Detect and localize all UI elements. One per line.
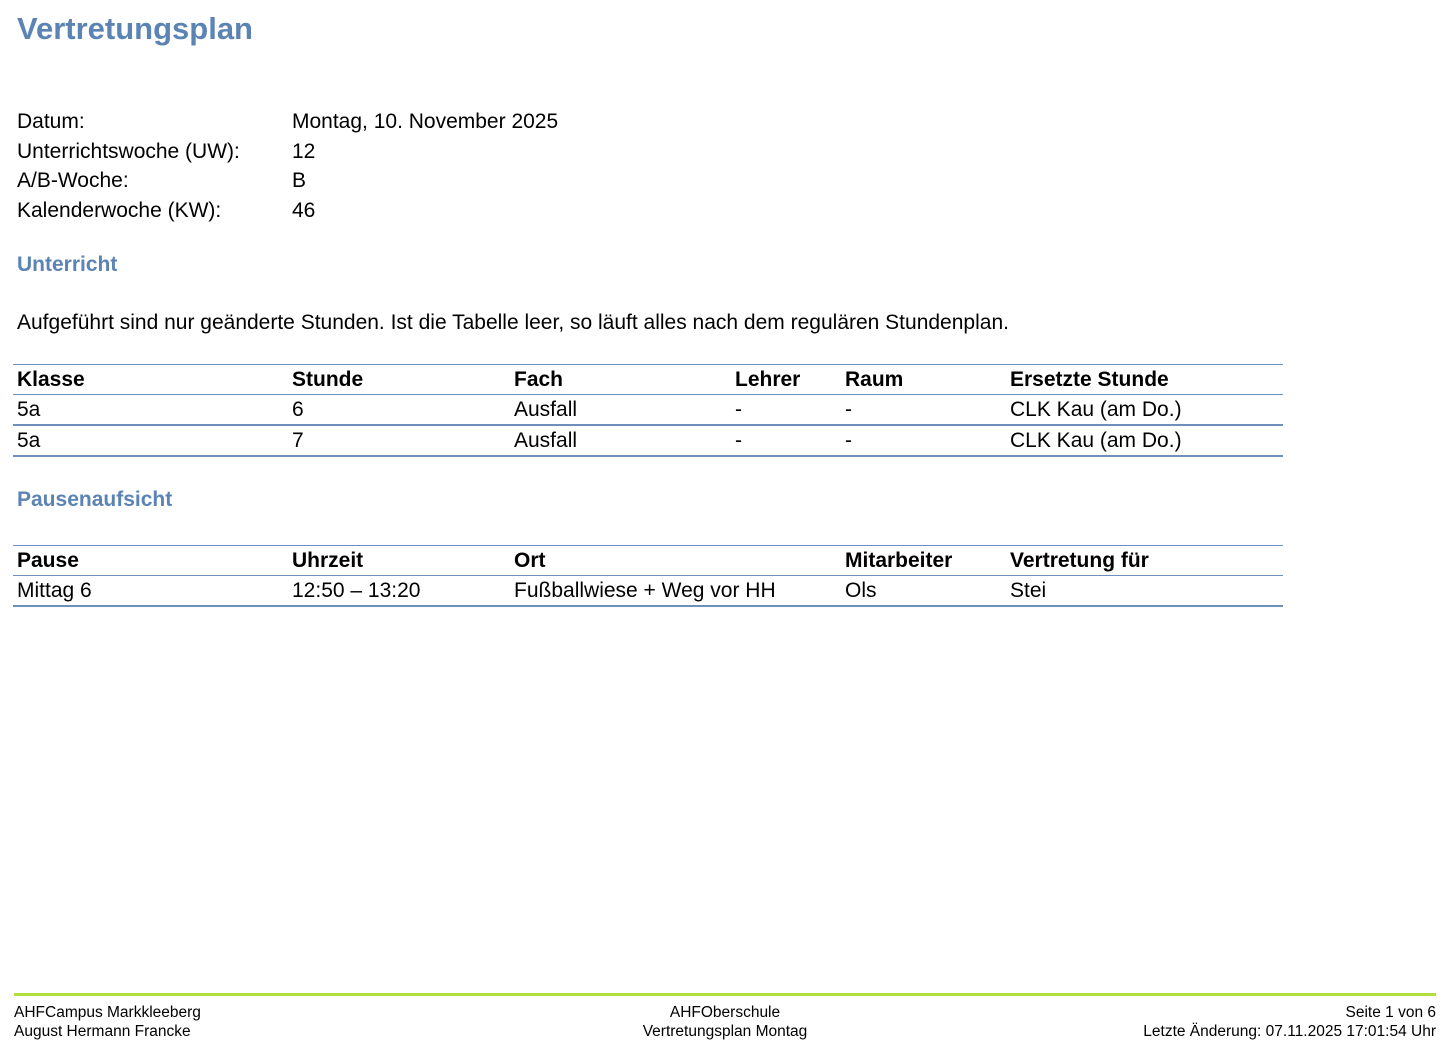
cell-klasse: 5a	[17, 429, 41, 452]
section-heading-unterricht: Unterricht	[17, 253, 118, 276]
column-header-vertretung-fuer: Vertretung für	[1010, 549, 1149, 572]
column-header-klasse: Klasse	[17, 368, 85, 391]
cell-uhrzeit: 12:50 – 13:20	[292, 579, 421, 602]
cell-klasse: 5a	[17, 398, 41, 421]
footer-page-number: Seite 1 von 6	[1345, 1004, 1436, 1021]
footer-campus-name: AHFCampus Markkleeberg	[14, 1004, 201, 1021]
table-row	[13, 425, 1283, 456]
pausenaufsicht-table	[13, 545, 1283, 607]
column-header-ort: Ort	[514, 549, 546, 572]
footer-left	[14, 1003, 488, 1041]
document-page	[0, 12, 1450, 1055]
table-row	[13, 576, 1283, 607]
footer-school-name: AHFOberschule	[669, 1004, 781, 1021]
table-row	[13, 395, 1283, 426]
column-header-mitarbeiter: Mitarbeiter	[845, 549, 953, 572]
meta-label-datum: Datum:	[17, 110, 85, 133]
column-header-uhrzeit: Uhrzeit	[292, 549, 364, 572]
cell-raum: -	[845, 429, 852, 452]
meta-label-kalenderwoche: Kalenderwoche (KW):	[17, 198, 222, 222]
footer-center	[488, 1003, 962, 1041]
document-meta	[17, 107, 1450, 225]
cell-stunde: 6	[292, 398, 304, 421]
cell-ersetzte-stunde: CLK Kau (am Do.)	[1010, 398, 1182, 421]
cell-vertretung-fuer: Stei	[1010, 579, 1047, 602]
cell-lehrer: -	[735, 398, 742, 421]
page-title: Vertretungsplan	[17, 11, 253, 46]
section-heading-pausenaufsicht: Pausenaufsicht	[17, 488, 173, 511]
cell-fach: Ausfall	[514, 398, 578, 421]
cell-pause: Mittag 6	[17, 579, 92, 602]
page-footer	[14, 993, 1436, 1041]
cell-fach: Ausfall	[514, 429, 578, 452]
footer-last-modified: Letzte Änderung: 07.11.2025 17:01:54 Uhr	[1143, 1023, 1436, 1040]
meta-value-unterrichtswoche: 12	[292, 139, 316, 163]
cell-stunde: 7	[292, 429, 304, 452]
cell-raum: -	[845, 398, 852, 421]
cell-lehrer: -	[735, 429, 742, 452]
cell-ort: Fußballwiese + Weg vor HH	[514, 579, 776, 602]
meta-value-datum: Montag, 10. November 2025	[292, 110, 559, 133]
meta-value-ab-woche: B	[292, 169, 307, 192]
unterricht-table	[13, 364, 1283, 457]
meta-value-kalenderwoche: 46	[292, 198, 316, 222]
footer-document-name: Vertretungsplan Montag	[642, 1023, 808, 1040]
meta-label-ab-woche: A/B-Woche:	[17, 169, 129, 192]
column-header-raum: Raum	[845, 368, 904, 391]
meta-label-unterrichtswoche: Unterrichtswoche (UW):	[17, 139, 240, 163]
footer-school-founder: August Hermann Francke	[14, 1023, 191, 1040]
column-header-lehrer: Lehrer	[735, 368, 801, 391]
unterricht-note: Aufgeführt sind nur geänderte Stunden. Ist die Tabelle leer, so läuft alles nach dem regulären Stundenplan.	[17, 311, 1009, 334]
cell-ersetzte-stunde: CLK Kau (am Do.)	[1010, 429, 1182, 452]
footer-right	[962, 1003, 1436, 1041]
column-header-ersetzte-stunde: Ersetzte Stunde	[1010, 368, 1169, 391]
cell-mitarbeiter: Ols	[845, 579, 877, 602]
column-header-stunde: Stunde	[292, 368, 364, 391]
unterricht-table-header-row	[13, 365, 1283, 395]
column-header-fach: Fach	[514, 368, 564, 391]
pausenaufsicht-table-header-row	[13, 546, 1283, 576]
column-header-pause: Pause	[17, 549, 79, 572]
